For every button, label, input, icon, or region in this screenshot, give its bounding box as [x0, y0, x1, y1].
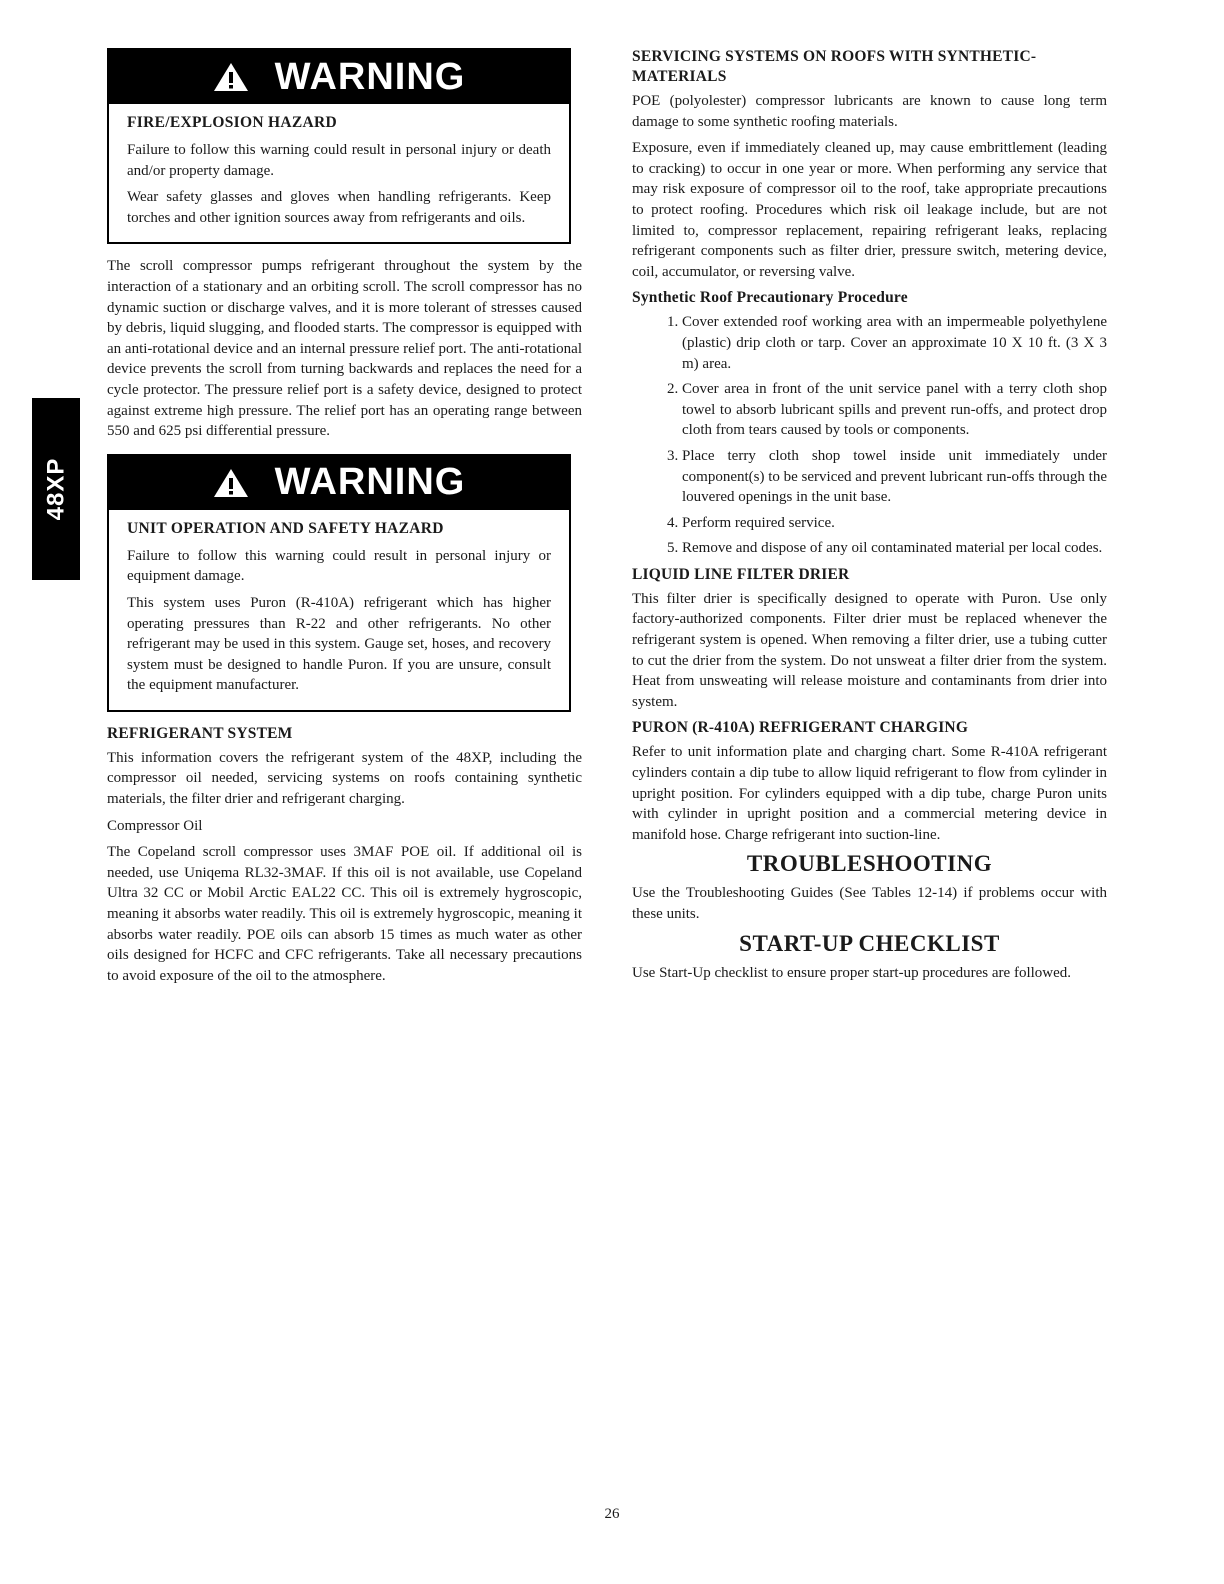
roofs-paragraph-2: Exposure, even if immediately cleaned up, may cause embrittlement (leading to cracking) to occur in one year or more. When performing any service that may risk exposure of compressor oil to the roof, take appropriate precautions to protect roofing. Procedures which risk oil leakage include, but are not limited to, compressor replacement, repairing refrigerant leaks, replacing refrigerant components such as filter drier, pressure switch, metering device, coil, accumulator, or reversing valve.: [632, 140, 1107, 280]
filter-drier-paragraph: This filter drier is specifically designed to operate with Puron. Use only factory-authorized components. Filter drier must be replaced whenever the refrigerant system is opened. When removing a filter drier, use a tubing cutter to cut the drier from the system. Do not unsweat a filter drier from the system. Heat from unsweating will release moisture and contaminants from drier into system.: [632, 590, 1107, 710]
startup-checklist-heading: START-UP CHECKLIST: [739, 930, 1000, 956]
procedure-steps: [632, 312, 1107, 559]
warning-text: This system uses Puron (R-410A) refrigerant which has higher operating pressures than R-22 and other refrigerants. No other refrigerant may be used in this system. Gauge set, hoses, and recovery system must be designed to handle Puron. If you are unsure, consult the equipment manufacturer.: [127, 594, 551, 694]
warning-triangle-icon: [213, 62, 249, 92]
side-tab: [32, 398, 80, 580]
left-column: [107, 48, 582, 992]
warning-header: [109, 50, 569, 104]
refrigerant-system-paragraph: This information covers the refrigerant system of the 48XP, including the compressor oil needed, servicing systems on roofs containing synthetic materials, the filter drier and refrigerant charging.: [107, 749, 582, 808]
warning-label: WARNING: [274, 55, 466, 98]
side-tab-label: 48XP: [42, 457, 69, 521]
procedure-step: 4. Perform required service.: [682, 513, 1107, 534]
warning-header: [109, 456, 569, 510]
troubleshooting-heading: TROUBLESHOOTING: [746, 851, 993, 877]
procedure-step: 1. Cover extended roof working area with an impermeable polyethylene (plastic) drip cloth or tarp. Cover an approximate 10 X 10 ft. (3 X 3 m) area.: [682, 312, 1107, 374]
startup-checklist-paragraph: Use Start-Up checklist to ensure proper start-up procedures are followed.: [632, 964, 1072, 981]
procedure-heading: Synthetic Roof Precautionary Procedure: [632, 289, 908, 307]
roofs-paragraph-1: POE (polyolester) compressor lubricants are known to cause long term damage to some synthetic roofing materials.: [632, 93, 1107, 130]
procedure-step: 3. Place terry cloth shop towel inside unit immediately under component(s) to be serviced and prevent lubricant run-offs through the louvered openings in the unit base.: [682, 446, 1107, 508]
warning-text: Wear safety glasses and gloves when handling refrigerants. Keep torches and other ignition sources away from refrigerants and oils.: [127, 189, 551, 226]
right-column: [632, 47, 1107, 989]
charging-paragraph: Refer to unit information plate and charging chart. Some R-410A refrigerant cylinders contain a dip tube to allow liquid refrigerant to flow from cylinder in upright position. For cylinders equipped with a dip tube, charge Puron units with cylinder in upright position and a commercial metering device in manifold hose. Charge refrigerant into suction-line.: [632, 744, 1107, 843]
compressor-oil-paragraph: The Copeland scroll compressor uses 3MAF POE oil. If additional oil is needed, use Uniqema RL32-3MAF. If this oil is not available, use Copeland Ultra 32 CC or Mobil Arctic EAL22 CC. This oil is extremely hygroscopic, meaning it absorbs water readily. This oil is extremely hygroscopic, meaning it absorbs water readily. POE oils can absorb 15 times as much water as other oils designed for HCFC and CFC refrigerants. Take all necessary precautions to avoid exposure of the oil to the atmosphere.: [107, 844, 582, 984]
charging-heading: PURON (R-410A) REFRIGERANT CHARGING: [632, 719, 969, 737]
warning-box-unit-operation: [107, 454, 571, 712]
warning-title: FIRE/EXPLOSION HAZARD: [127, 114, 337, 131]
warning-triangle-icon: [213, 468, 249, 498]
troubleshooting-paragraph: Use the Troubleshooting Guides (See Tables 12-14) if problems occur with these units.: [632, 885, 1107, 922]
warning-text: Failure to follow this warning could result in personal injury or equipment damage.: [127, 547, 551, 585]
compressor-oil-heading: Compressor Oil: [107, 817, 203, 834]
warning-label: WARNING: [274, 461, 466, 504]
filter-drier-heading: LIQUID LINE FILTER DRIER: [632, 565, 850, 583]
scroll-compressor-paragraph: The scroll compressor pumps refrigerant throughout the system by the interaction of a stationary and an orbiting scroll. The scroll compressor has no dynamic suction or discharge valves, and it is more tolerant of stresses caused by debris, liquid slugging, and flooded starts. The compressor is equipped with an anti-rotational device and an internal pressure relief port. The anti-rotational device prevents the scroll from turning backwards and replaces the need for a cycle protector. The pressure relief port is a safety device, designed to protect against extreme high pressure. The relief port has an operating range between 550 and 625 psi differential pressure.: [107, 258, 582, 440]
roofs-heading: SERVICING SYSTEMS ON ROOFS WITH SYNTHETIC-MATERIALS: [632, 48, 1037, 85]
page-number: 26: [604, 1506, 620, 1522]
warning-text: Failure to follow this warning could result in personal injury or death and/or property damage.: [127, 142, 551, 179]
warning-title: UNIT OPERATION AND SAFETY HAZARD: [127, 519, 444, 537]
refrigerant-system-heading: REFRIGERANT SYSTEM: [107, 724, 293, 742]
warning-box-fire: [107, 48, 571, 244]
procedure-step: 5. Remove and dispose of any oil contaminated material per local codes.: [682, 538, 1107, 559]
procedure-step: 2. Cover area in front of the unit service panel with a terry cloth shop towel to absorb lubricant spills and prevent run-offs, and protect drop cloth from tears caused by tools or components.: [682, 379, 1107, 441]
